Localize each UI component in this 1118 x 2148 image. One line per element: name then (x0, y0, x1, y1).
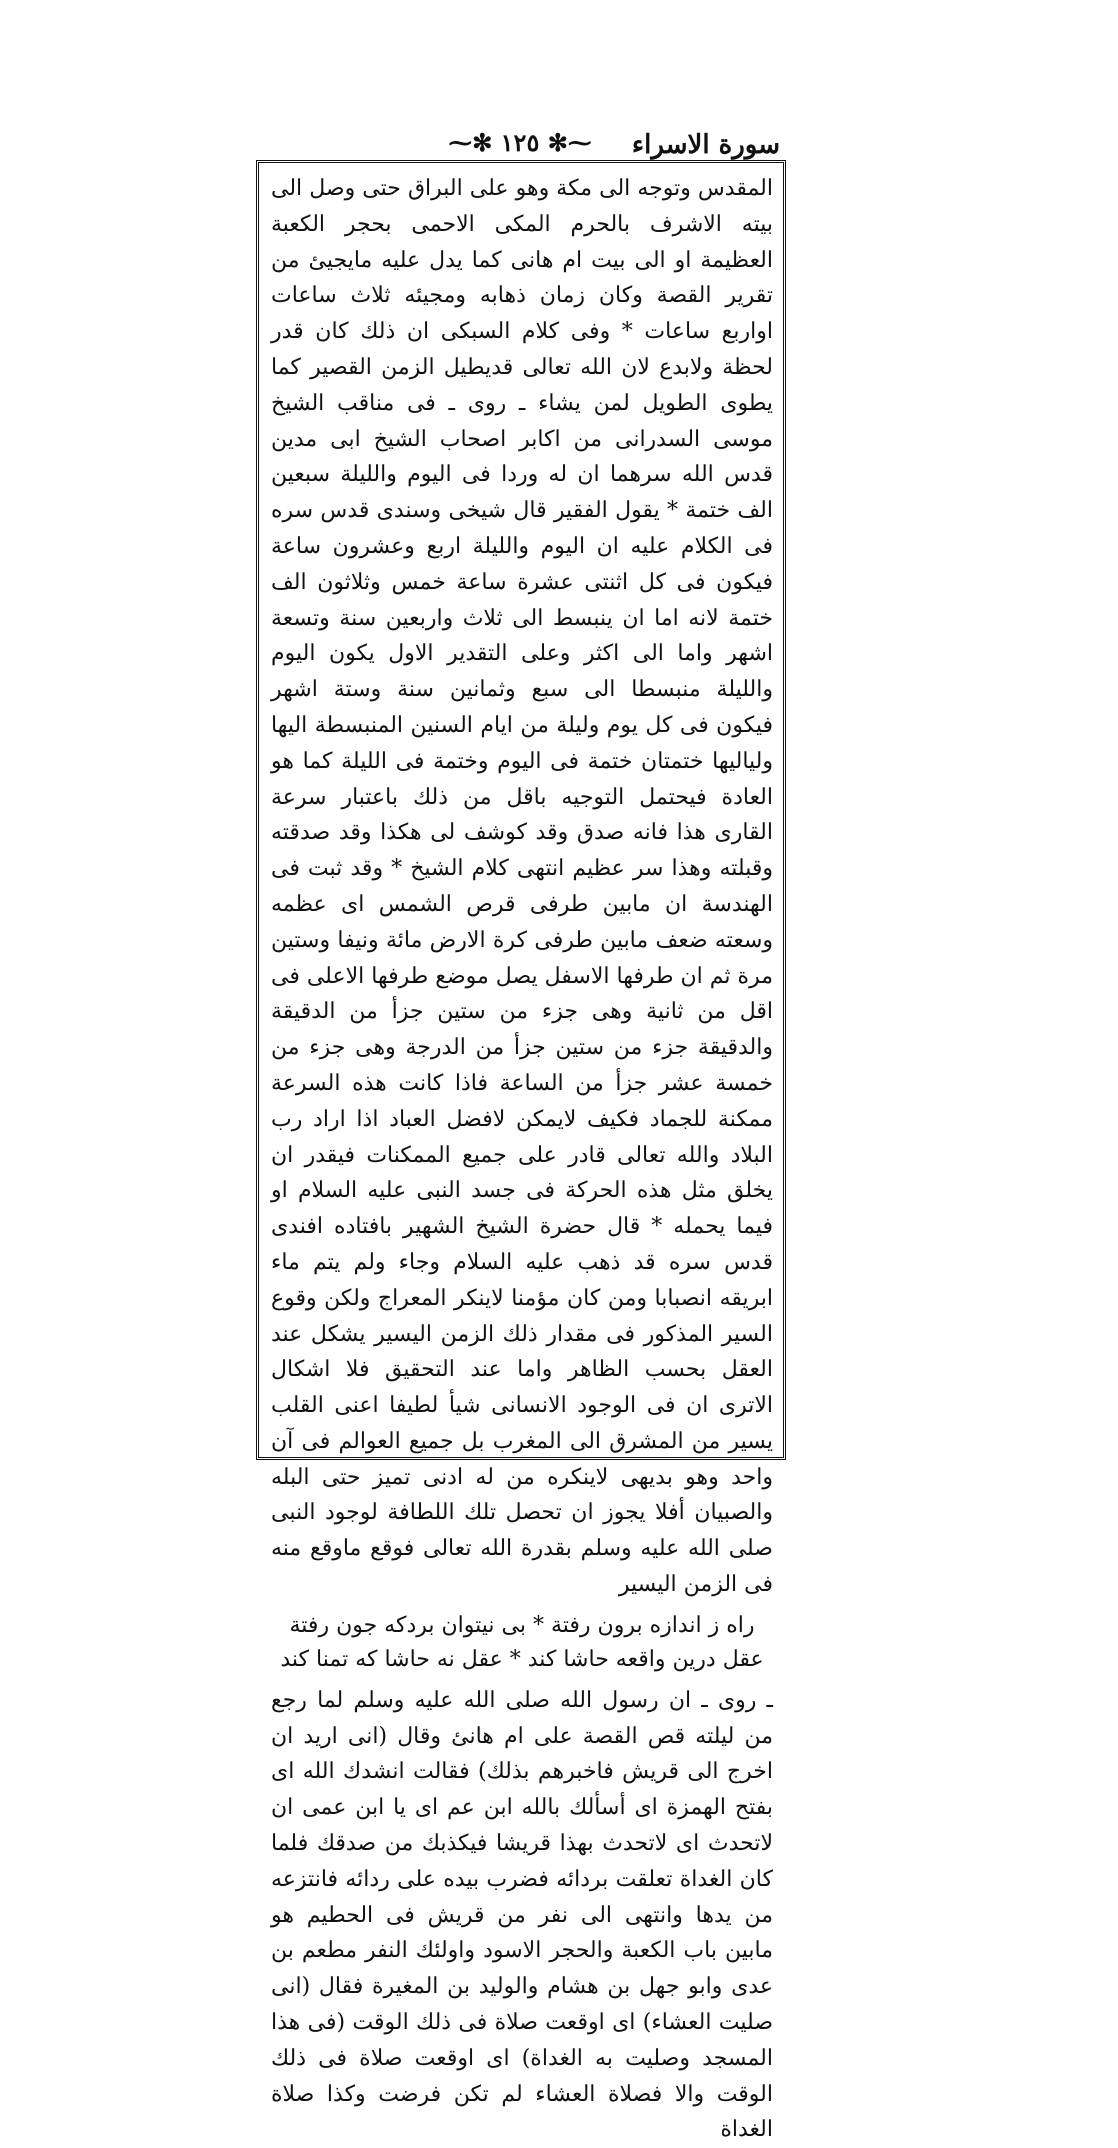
left-ornament-icon: ⁓✻ (547, 128, 592, 157)
text-frame (256, 160, 786, 2143)
right-ornament-icon: ✻⁓ (448, 128, 493, 157)
page-number (448, 128, 592, 157)
main-text (271, 171, 773, 1603)
poem-line-1: راه ز اندازه برون رفتة * بى نيتوان بردكه جون رفتة (289, 1612, 755, 1638)
poem (271, 1609, 773, 1677)
paragraph-1: المقدس وتوجه الى مكة وهو على البراق حتى وصل الى بيته الاشرف بالحرم المكى الاحمى بحجر الكعبة العظيمة او الى بيت ام هانى كما يدل عليه مايجيئ من تقرير القصة وكان زمان ذهابه ومجيئه ثلاث ساعات اواربع ساعات * وفى كلام السبكى ان ذلك كان قدر لحظة ولابدع لان الله تعالى قديطيل الزمن القصير كما يطوى الطويل لمن يشاء ـ روى ـ فى مناقب الشيخ موسى السدرانى من اكابر اصحاب الشيخ ابى مدين قدس الله سرهما ان له وردا فى اليوم والليلة سبعين الف ختمة * يقول الفقير قال شيخى وسندى قدس سره فى الكلام عليه ان اليوم والليلة اربع وعشرون ساعة فيكون فى كل اثنتى عشرة ساعة خمس وثلاثون الف ختمة لانه اما ان ينبسط الى ثلاث واربعين سنة وتسعة اشهر واما الى اكثر وعلى التقدير الاول يكون اليوم والليلة منبسطا الى سبع وثمانين سنة وستة اشهر فيكون فى كل يوم وليلة من ايام السنين المنبسطة اليها ولياليها ختمتان ختمة فى اليوم وختمة فى الليلة كما هو العادة فيحتمل التوجيه باقل من ذلك باعتبار سرعة القارى هذا فانه صدق وقد كوشف لى هكذا وقد صدقته وقبلته وهذا سر عظيم انتهى كلام الشيخ * وقد ثبت فى الهندسة ان مابين طرفى قرص الشمس اى عظمه وسعته ضعف مابين طرفى كرة الارض مائة ونيفا وستين مرة ثم ان طرفها الاسفل يصل موضع طرفها الاعلى فى اقل من ثانية وهى جزء من ستين جزأ من الدقيقة والدقيقة جزء من ستين جزأ من الدرجة وهى جزء من خمسة عشر جزأ من الساعة فاذا كانت هذه السرعة ممكنة للجماد فكيف لايمكن لافضل العباد اذا اراد رب البلاد والله تعالى قادر على جميع الممكنات فيقدر ان يخلق مثل هذه الحركة فى جسد النبى عليه السلام او فيما يحمله * قال حضرة الشيخ الشهير بافتاده افندى قدس سره قد ذهب عليه السلام وجاء ولم يتم ماء ابريقه انصبابا ومن كان مؤمنا لاينكر المعراج ولكن وقوع السير المذكور فى مقدار ذلك الزمن اليسير يشكل عند العقل بحسب الظاهر واما عند التحقيق فلا اشكال الاترى ان فى الوجود الانسانى شيأ لطيفا اعنى القلب يسير من المشرق الى المغرب بل جميع العوالم فى آن واحد وهو بديهى لاينكره من له ادنى تميز حتى البله والصبيان أفلا يجوز ان تحصل تلك اللطافة لوجود النبى صلى الله عليه وسلم بقدرة الله تعالى فوقع ماوقع منه فى الزمن اليسير (271, 176, 774, 1598)
page-number-value: ١٢٥ (500, 128, 540, 157)
surah-title: سورة الاسراء (631, 130, 780, 160)
poem-line-2: عقل درين واقعه حاشا كند * عقل نه حاشا كه تمنا كند (280, 1646, 764, 1672)
page-header (260, 126, 780, 162)
second-text (271, 1683, 773, 2148)
paragraph-2: ـ روى ـ ان رسول الله صلى الله عليه وسلم لما رجع من ليلته قص القصة على ام هانئ وقال (انى اريد ان اخرج الى قريش فاخبرهم بذلك) فقالت انشدك الله اى بفتح الهمزة اى أسألك بالله ابن عم اى يا ابن عمى ان لاتحدث اى لاتحدث بهذا قريشا فيكذبك من صدقك فلما كان الغداة تعلقت بردائه فضرب بيده على ردائه فانتزعه من يدها وانتهى الى نفر من قريش فى الحطيم هو مابين باب الكعبة والحجر الاسود واولئك النفر مطعم بن عدى وابو جهل بن هشام والوليد بن المغيرة فقال (انى صليت العشاء) اى اوقعت صلاة فى ذلك الوقت (فى هذا المسجد وصليت به الغداة) اى اوقعت صلاة فى ذلك الوقت والا فصلاة العشاء لم تكن فرضت وكذا صلاة الغداة (271, 1687, 773, 2143)
